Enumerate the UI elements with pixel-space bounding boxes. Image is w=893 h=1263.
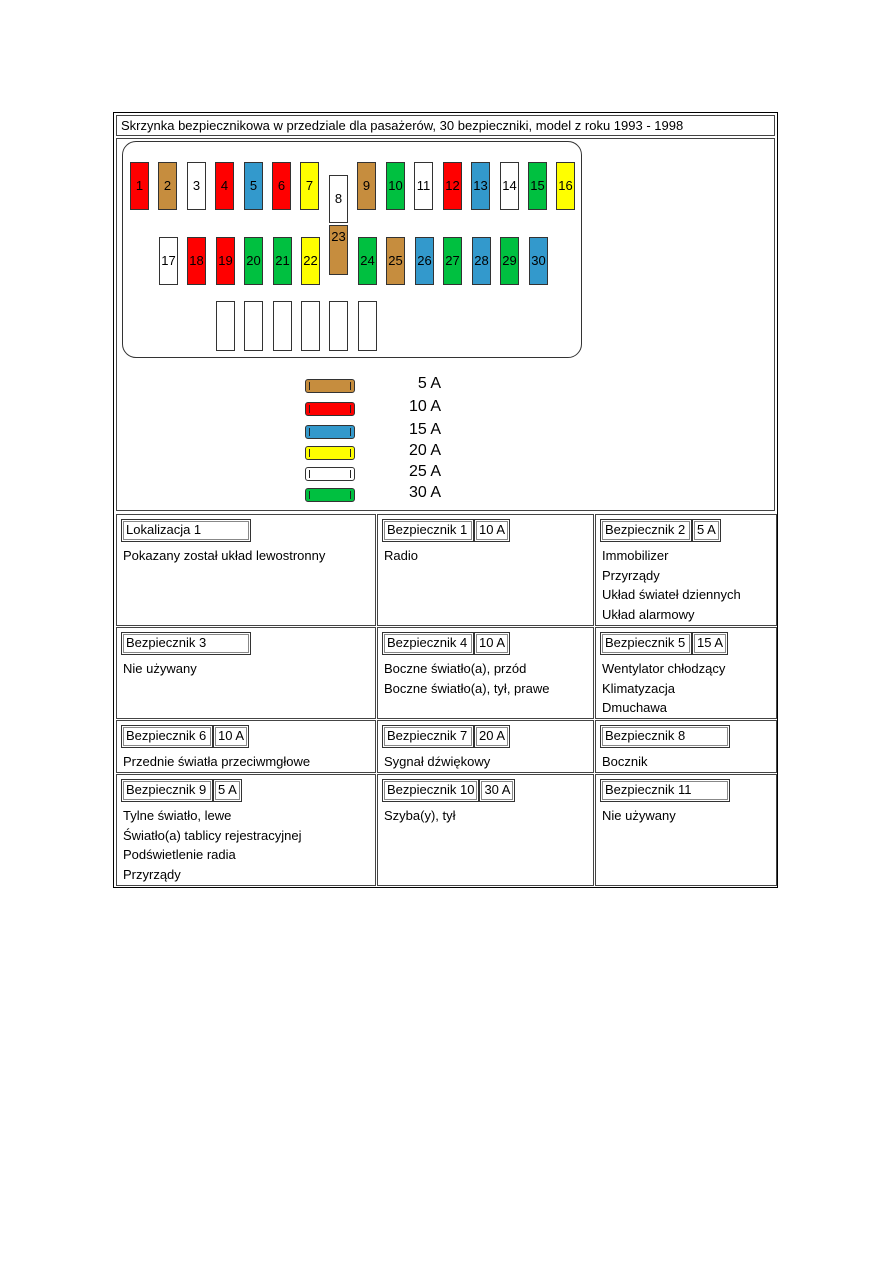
fuse-3: 3 (187, 162, 206, 210)
legend-fuse-10A (305, 402, 355, 416)
fuse-amperage: 10 A (474, 519, 510, 542)
legend-label-10A: 10 A (408, 398, 441, 415)
fuse-1: 1 (130, 162, 149, 210)
legend-label-5A: 5 A (417, 375, 441, 392)
fuse-name: Bezpiecznik 9 (121, 779, 213, 802)
fuse-cell (377, 720, 594, 773)
empty-fuse-slot (273, 301, 292, 351)
fuse-24: 24 (358, 237, 377, 285)
circuit-item: Wentylator chłodzący (602, 661, 726, 676)
circuit-item: Immobilizer (602, 548, 669, 563)
fuse-name: Bezpiecznik 6 (121, 725, 213, 748)
fuse-cell (116, 774, 376, 886)
circuit-item: Dmuchawa (602, 700, 668, 715)
fuse-8: 8 (329, 175, 348, 223)
fuse-box-outline (122, 141, 582, 358)
fuse-26: 26 (415, 237, 434, 285)
empty-fuse-slot (329, 301, 348, 351)
circuit-item: Szyba(y), tył (384, 808, 456, 823)
fuse-29: 29 (500, 237, 519, 285)
fuse-18: 18 (187, 237, 206, 285)
fuse-14: 14 (500, 162, 519, 210)
fuse-cell (595, 627, 777, 719)
fuse-name: Bezpiecznik 4 (382, 632, 474, 655)
fuse-name: Bezpiecznik 1 (382, 519, 474, 542)
fuse-name: Bezpiecznik 7 (382, 725, 474, 748)
empty-fuse-slot (301, 301, 320, 351)
fuse-9: 9 (357, 162, 376, 210)
legend-fuse-5A (305, 379, 355, 393)
fuse-cell (116, 514, 376, 626)
fuse-2: 2 (158, 162, 177, 210)
fuse-cell (116, 720, 376, 773)
fuse-28: 28 (472, 237, 491, 285)
fuse-document (113, 112, 778, 888)
fuse-19: 19 (216, 237, 235, 285)
empty-fuse-slot (216, 301, 235, 351)
circuit-item: Pokazany został układ lewostronny (123, 548, 326, 563)
fuse-amperage: 15 A (692, 632, 728, 655)
legend-fuse-25A (305, 467, 355, 481)
fuse-name: Bezpiecznik 3 (121, 632, 251, 655)
legend-label-15A: 15 A (408, 421, 441, 438)
fuse-cell (595, 774, 777, 886)
fuse-23: 23 (329, 225, 348, 275)
legend-label-30A: 30 A (408, 484, 441, 501)
fuse-27: 27 (443, 237, 462, 285)
fuse-17: 17 (159, 237, 178, 285)
fuse-amperage: 5 A (213, 779, 242, 802)
empty-fuse-slot (244, 301, 263, 351)
legend-label-25A: 25 A (408, 463, 441, 480)
legend-fuse-20A (305, 446, 355, 460)
circuit-item: Układ alarmowy (602, 606, 695, 622)
fuse-5: 5 (244, 162, 263, 210)
fuse-22: 22 (301, 237, 320, 285)
fuse-6: 6 (272, 162, 291, 210)
empty-fuse-slot (358, 301, 377, 351)
fuse-name: Lokalizacja 1 (121, 519, 251, 542)
fuse-amperage: 30 A (479, 779, 515, 802)
fuse-cell (595, 514, 777, 626)
fuse-cell (377, 514, 594, 626)
circuit-item: Przyrządy (123, 866, 181, 882)
legend-fuse-15A (305, 425, 355, 439)
fuse-11: 11 (414, 162, 433, 210)
fuse-7: 7 (300, 162, 319, 210)
fuse-cell (116, 627, 376, 719)
circuit-item: Światło(a) tablicy rejestracyjnej (123, 827, 302, 843)
fuse-25: 25 (386, 237, 405, 285)
document-title: Skrzynka bezpiecznikowa w przedziale dla pasażerów, 30 bezpieczniki, model z roku 1993 - 1998 (116, 115, 775, 136)
circuit-item: Nie używany (123, 661, 197, 676)
fuse-30: 30 (529, 237, 548, 285)
legend-label-20A: 20 A (408, 442, 441, 459)
fuse-name: Bezpiecznik 5 (600, 632, 692, 655)
fuse-name: Bezpiecznik 2 (600, 519, 692, 542)
circuit-item: Tylne światło, lewe (123, 808, 232, 823)
circuit-item: Układ świateł dziennych (602, 587, 741, 602)
fuse-10: 10 (386, 162, 405, 210)
fuse-amperage: 10 A (213, 725, 249, 748)
circuit-item: Przednie światła przeciwmgłowe (123, 754, 311, 769)
fuse-13: 13 (471, 162, 490, 210)
circuit-item: Sygnał dźwiękowy (384, 754, 491, 769)
legend-fuse-30A (305, 488, 355, 502)
circuit-item: Boczne światło(a), tył, prawe (384, 680, 550, 696)
fuse-12: 12 (443, 162, 462, 210)
fuse-amperage: 10 A (474, 632, 510, 655)
fuse-cell (377, 627, 594, 719)
fuse-diagram (116, 138, 775, 511)
circuit-item: Radio (384, 548, 418, 563)
circuit-item: Boczne światło(a), przód (384, 661, 527, 676)
fuse-amperage: 20 A (474, 725, 510, 748)
fuse-name: Bezpiecznik 11 (600, 779, 730, 802)
circuit-item: Nie używany (602, 808, 676, 823)
fuse-cell (377, 774, 594, 886)
fuse-name: Bezpiecznik 8 (600, 725, 730, 748)
fuse-21: 21 (273, 237, 292, 285)
fuse-cell (595, 720, 777, 773)
fuse-name: Bezpiecznik 10 (382, 779, 479, 802)
fuse-20: 20 (244, 237, 263, 285)
fuse-4: 4 (215, 162, 234, 210)
circuit-item: Klimatyzacja (602, 680, 675, 696)
circuit-item: Podświetlenie radia (123, 847, 236, 862)
circuit-item: Przyrządy (602, 567, 660, 583)
circuit-item: Bocznik (602, 754, 648, 769)
fuse-16: 16 (556, 162, 575, 210)
fuse-15: 15 (528, 162, 547, 210)
fuse-amperage: 5 A (692, 519, 721, 542)
